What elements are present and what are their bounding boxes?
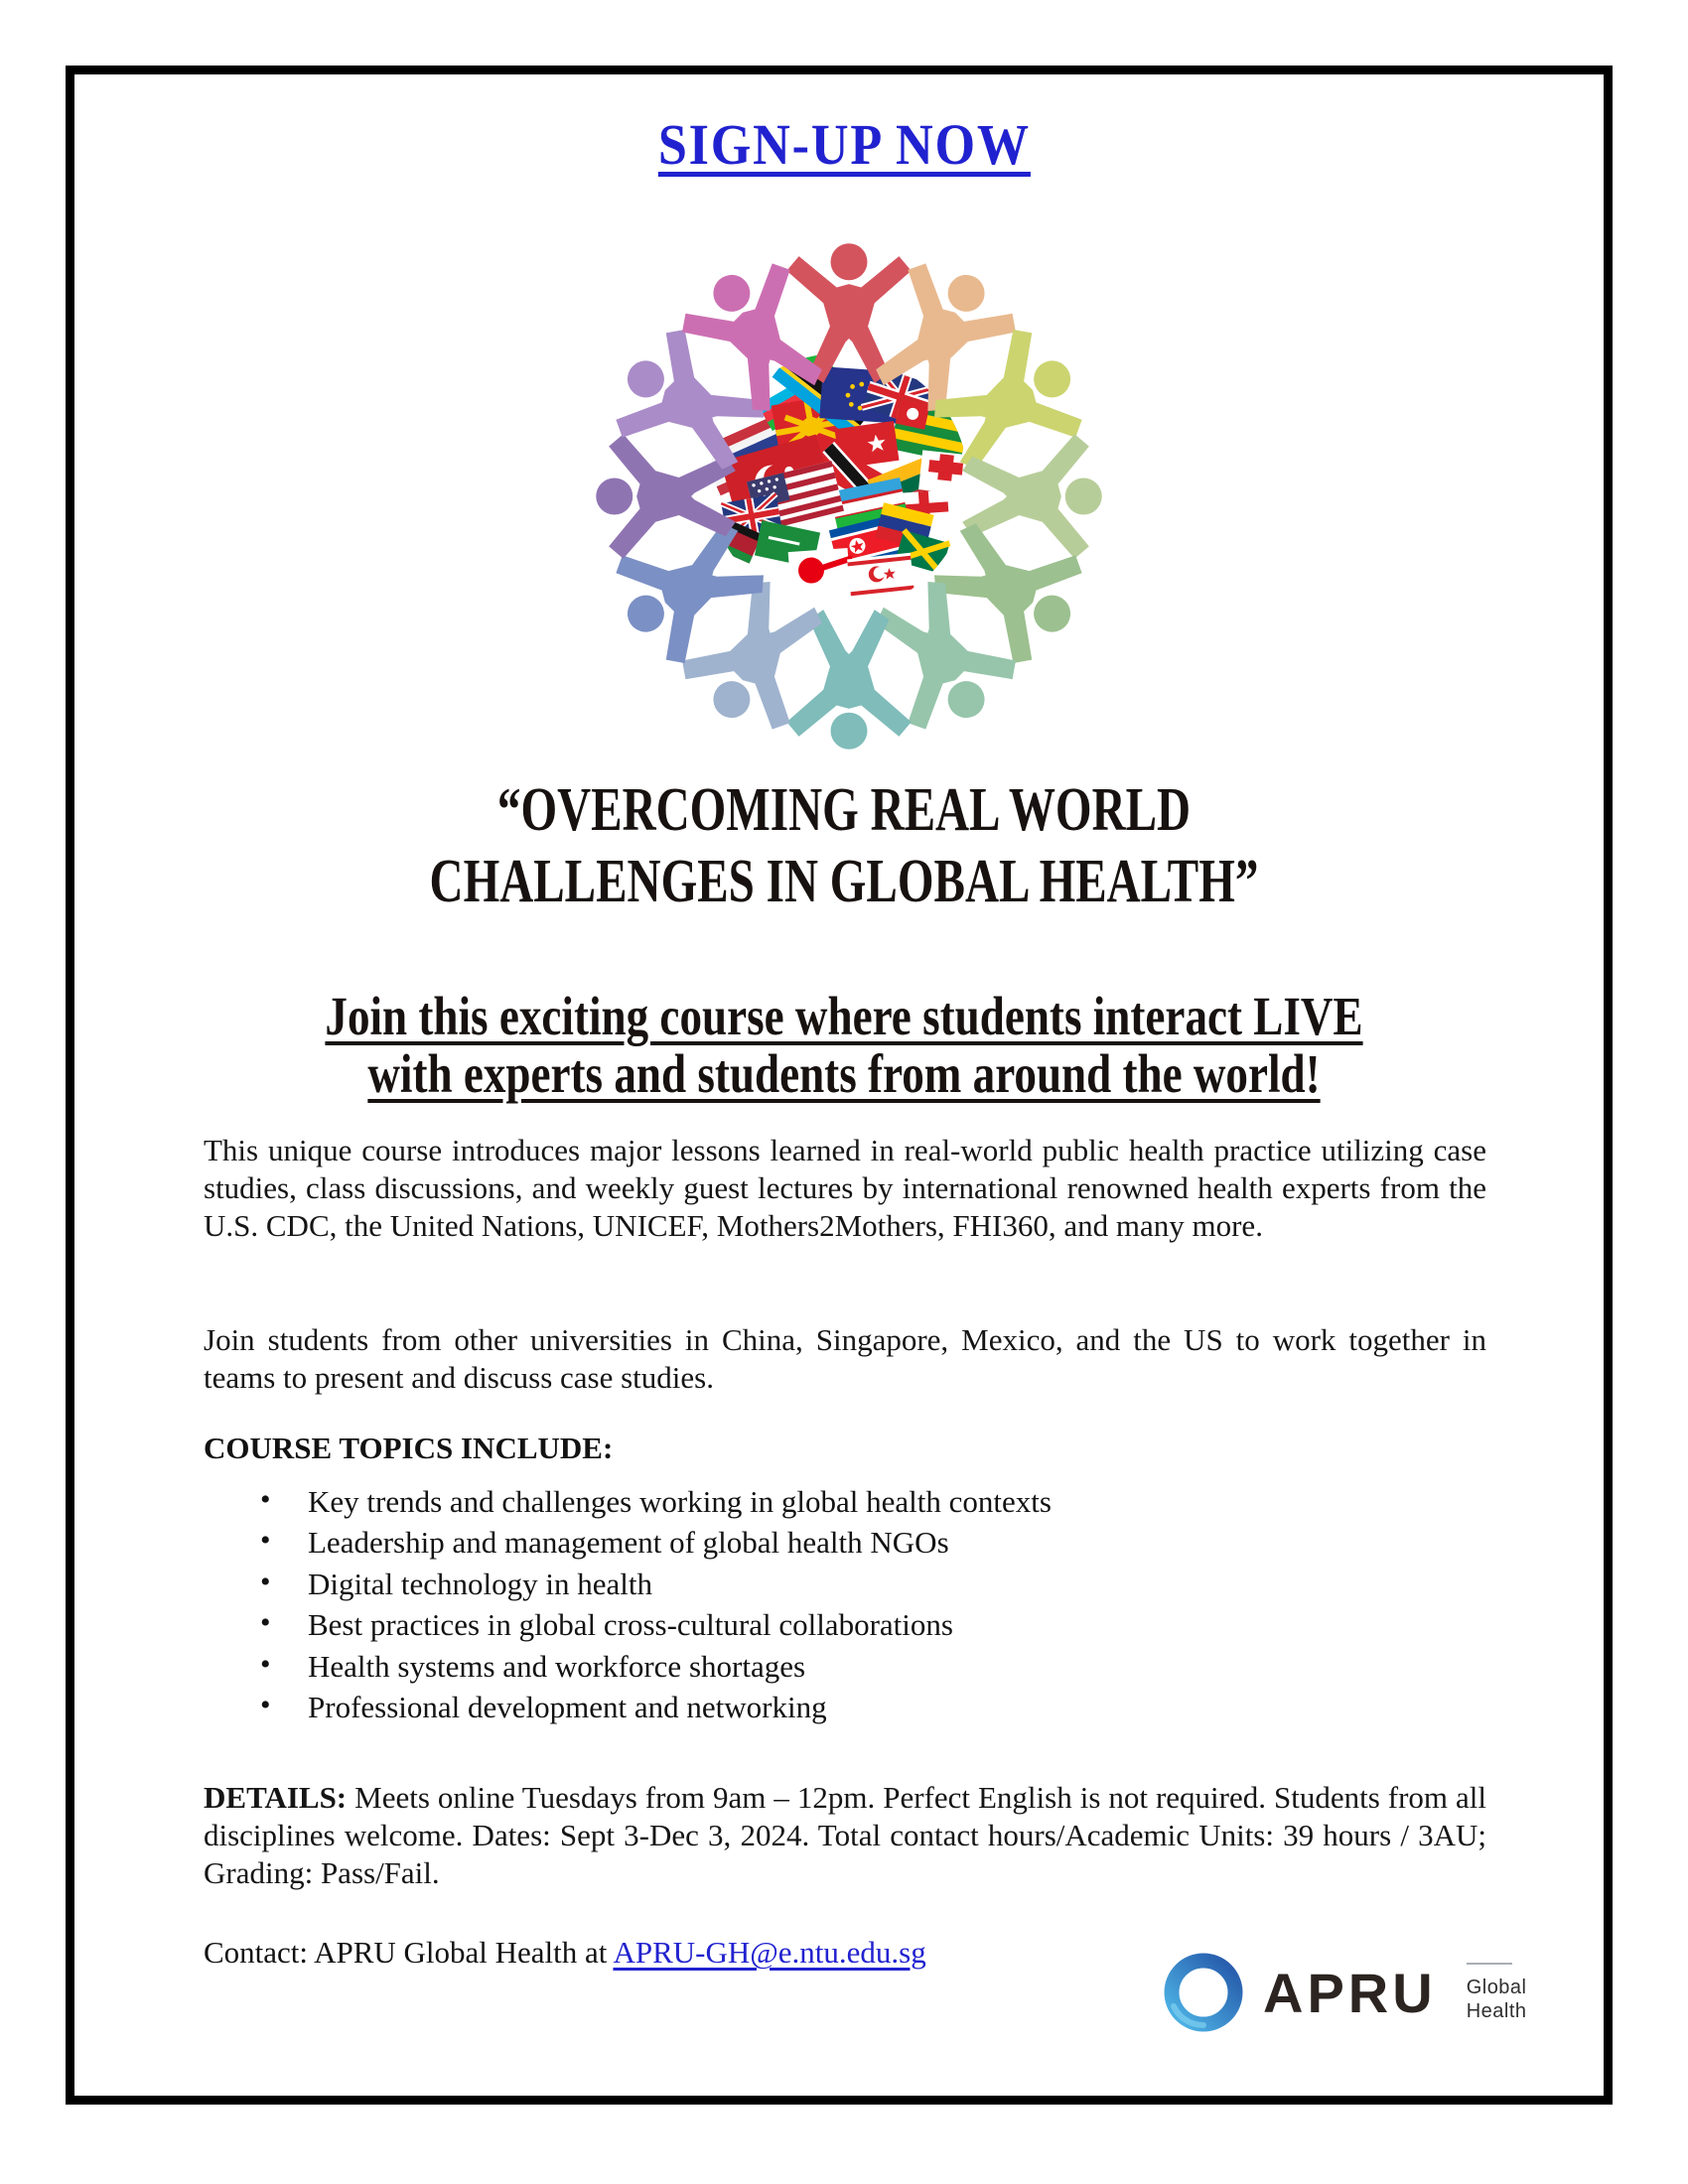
apru-divider-line: [1467, 1963, 1512, 1965]
list-item: [204, 1646, 1486, 1687]
list-item: [204, 1481, 1486, 1522]
bullet-icon: •: [260, 1606, 271, 1640]
details-paragraph: [204, 1779, 1486, 1892]
topic-text: Key trends and challenges working in global health contexts: [308, 1484, 1052, 1519]
course-subtitle-line1: Join this exciting course where students interact LIVE: [325, 986, 1363, 1046]
bullet-icon: •: [260, 1565, 271, 1598]
topic-text: Health systems and workforce shortages: [308, 1648, 806, 1684]
apru-logo: [1160, 1938, 1567, 2047]
bullet-icon: •: [260, 1689, 271, 1722]
signup-link[interactable]: SIGN-UP NOW: [657, 112, 1031, 177]
bullet-icon: •: [260, 1524, 271, 1558]
unity-logo-icon: [589, 236, 1109, 756]
contact-email-link[interactable]: APRU-GH@e.ntu.edu.sg: [613, 1935, 926, 1970]
course-title-line1: “OVERCOMING REAL WORLD: [496, 776, 1192, 844]
course-title-line2: CHALLENGES IN GLOBAL HEALTH”: [429, 848, 1259, 915]
list-item: [204, 1687, 1486, 1727]
bullet-icon: •: [260, 1647, 271, 1681]
course-title: [0, 774, 1688, 917]
apru-tagline-health: Health: [1466, 1999, 1527, 2022]
topic-text: Professional development and networking: [308, 1690, 827, 1725]
apru-tagline: [1467, 1963, 1527, 2023]
topics-list: [204, 1481, 1486, 1727]
apru-ring-icon: [1160, 1949, 1247, 2036]
topic-text: Best practices in global cross-cultural collaborations: [308, 1607, 953, 1643]
intro-paragraph: This unique course introduces major lessons learned in real-world public health practice utilizing case studies, class discussions, and weekly guest lectures by international renowned health experts from the U.S. CDC, the United Nations, UNICEF, Mothers2Mothers, FHI360, and many more.: [204, 1133, 1486, 1243]
details-text: Meets online Tuesdays from 9am – 12pm. Perfect English is not required. Students from all disciplines welcome. Dates: Sept 3-Dec 3, 2024. Total contact hours/Academic Units: 39 hours / 3AU; Grading: Pass/Fail.: [204, 1780, 1486, 1890]
join-paragraph: Join students from other universities in China, Singapore, Mexico, and the US to work together in teams to present and discuss case studies.: [204, 1322, 1486, 1395]
details-label: DETAILS:: [204, 1780, 348, 1815]
list-item: [204, 1604, 1486, 1645]
bullet-icon: •: [260, 1483, 271, 1516]
signup-header: [0, 111, 1688, 178]
contact-prefix: Contact: APRU Global Health at: [204, 1935, 614, 1970]
course-subtitle-line2: with experts and students from around the world!: [367, 1043, 1321, 1104]
list-item: [204, 1522, 1486, 1563]
list-item: [204, 1564, 1486, 1604]
course-subtitle: [0, 988, 1688, 1103]
unity-logo: [589, 236, 1109, 756]
topic-text: Leadership and management of global health NGOs: [308, 1525, 949, 1561]
topic-text: Digital technology in health: [308, 1566, 652, 1601]
apru-tagline-global: Global: [1466, 1976, 1527, 1998]
topics-heading: COURSE TOPICS INCLUDE:: [204, 1431, 614, 1465]
apru-wordmark: APRU: [1263, 1961, 1437, 2024]
